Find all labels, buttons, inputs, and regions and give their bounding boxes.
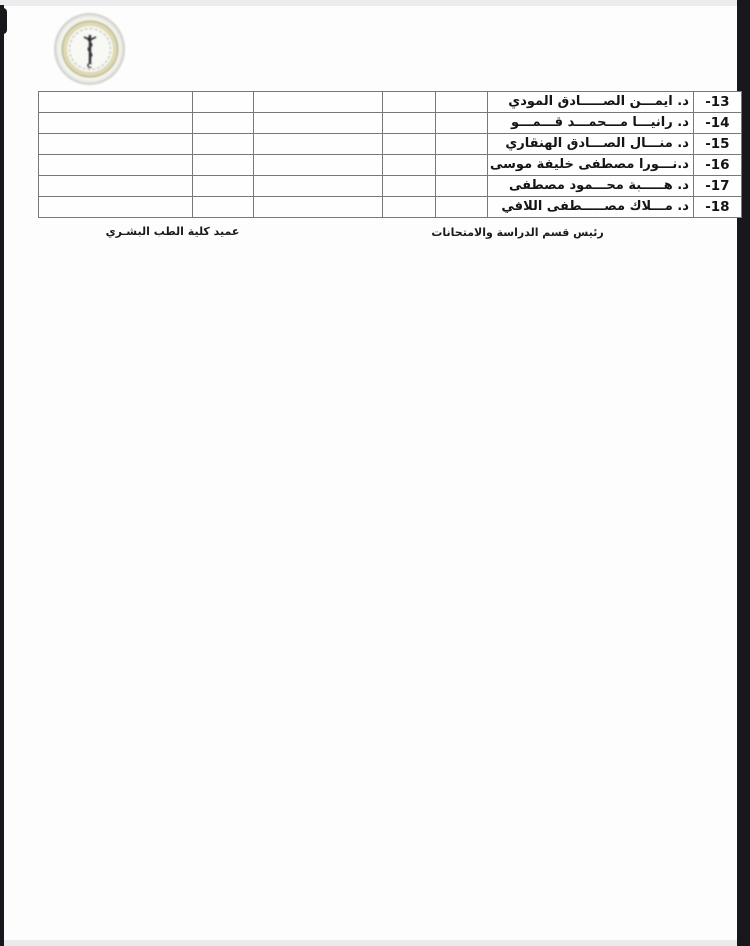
seal-inner-ring bbox=[63, 22, 117, 76]
lecturers-roster-table bbox=[38, 91, 742, 218]
row-number-cell: -16 bbox=[693, 155, 741, 176]
empty-cell bbox=[193, 113, 254, 134]
empty-cell bbox=[193, 155, 254, 176]
lecturer-name-cell: د. رانيـــا مـــحمـــد قـــمـــو bbox=[488, 113, 694, 134]
dean-signature: عميد كلية الطب البشـري bbox=[105, 225, 240, 238]
empty-cell bbox=[254, 113, 383, 134]
empty-cell bbox=[436, 92, 488, 113]
lecturer-name-cell: د. مـــلاك مصـــــطفى اللافي bbox=[488, 197, 694, 218]
empty-cell bbox=[193, 134, 254, 155]
table-row bbox=[39, 134, 742, 155]
empty-cell bbox=[383, 197, 436, 218]
page-top-edge bbox=[0, 0, 750, 6]
table-row bbox=[39, 176, 742, 197]
empty-cell bbox=[39, 176, 193, 197]
table-row bbox=[39, 197, 742, 218]
empty-cell bbox=[39, 113, 193, 134]
empty-cell bbox=[436, 197, 488, 218]
empty-cell bbox=[383, 113, 436, 134]
empty-cell bbox=[39, 134, 193, 155]
row-number-cell: -15 bbox=[693, 134, 741, 155]
scan-left-dark-edge bbox=[0, 5, 4, 946]
empty-cell bbox=[383, 92, 436, 113]
empty-cell bbox=[383, 155, 436, 176]
empty-cell bbox=[193, 176, 254, 197]
row-number-cell: -17 bbox=[693, 176, 741, 197]
empty-cell bbox=[39, 92, 193, 113]
empty-cell bbox=[39, 197, 193, 218]
empty-cell bbox=[383, 134, 436, 155]
empty-cell bbox=[436, 176, 488, 197]
medical-faculty-seal bbox=[54, 13, 125, 85]
table-row bbox=[39, 155, 742, 176]
table-row bbox=[39, 113, 742, 134]
page-bottom-edge bbox=[4, 940, 737, 946]
empty-cell bbox=[193, 92, 254, 113]
row-number-cell: -13 bbox=[693, 92, 741, 113]
seal-bottom-mark: C bbox=[86, 62, 93, 70]
exams-head-signature: رئيس قسم الدراسة والامتحانات bbox=[431, 226, 604, 239]
scan-left-dark-mark bbox=[0, 8, 7, 34]
empty-cell bbox=[436, 134, 488, 155]
lecturer-name-cell: د.نـــورا مصطفى خليفة موسى bbox=[488, 155, 694, 176]
empty-cell bbox=[254, 197, 383, 218]
empty-cell bbox=[254, 92, 383, 113]
caduceus-icon bbox=[81, 33, 99, 65]
lecturer-name-cell: د. منـــال الصـــادق الهنقاري bbox=[488, 134, 694, 155]
empty-cell bbox=[254, 155, 383, 176]
empty-cell bbox=[436, 113, 488, 134]
table-row bbox=[39, 92, 742, 113]
row-number-cell: -18 bbox=[693, 197, 741, 218]
empty-cell bbox=[193, 197, 254, 218]
lecturer-name-cell: د. ايمـــن الصـــــادق المودي bbox=[488, 92, 694, 113]
row-number-cell: -14 bbox=[693, 113, 741, 134]
empty-cell bbox=[39, 155, 193, 176]
empty-cell bbox=[383, 176, 436, 197]
empty-cell bbox=[254, 176, 383, 197]
empty-cell bbox=[254, 134, 383, 155]
lecturer-name-cell: د. هـــــبة محـــمود مصطفى bbox=[488, 176, 694, 197]
empty-cell bbox=[436, 155, 488, 176]
